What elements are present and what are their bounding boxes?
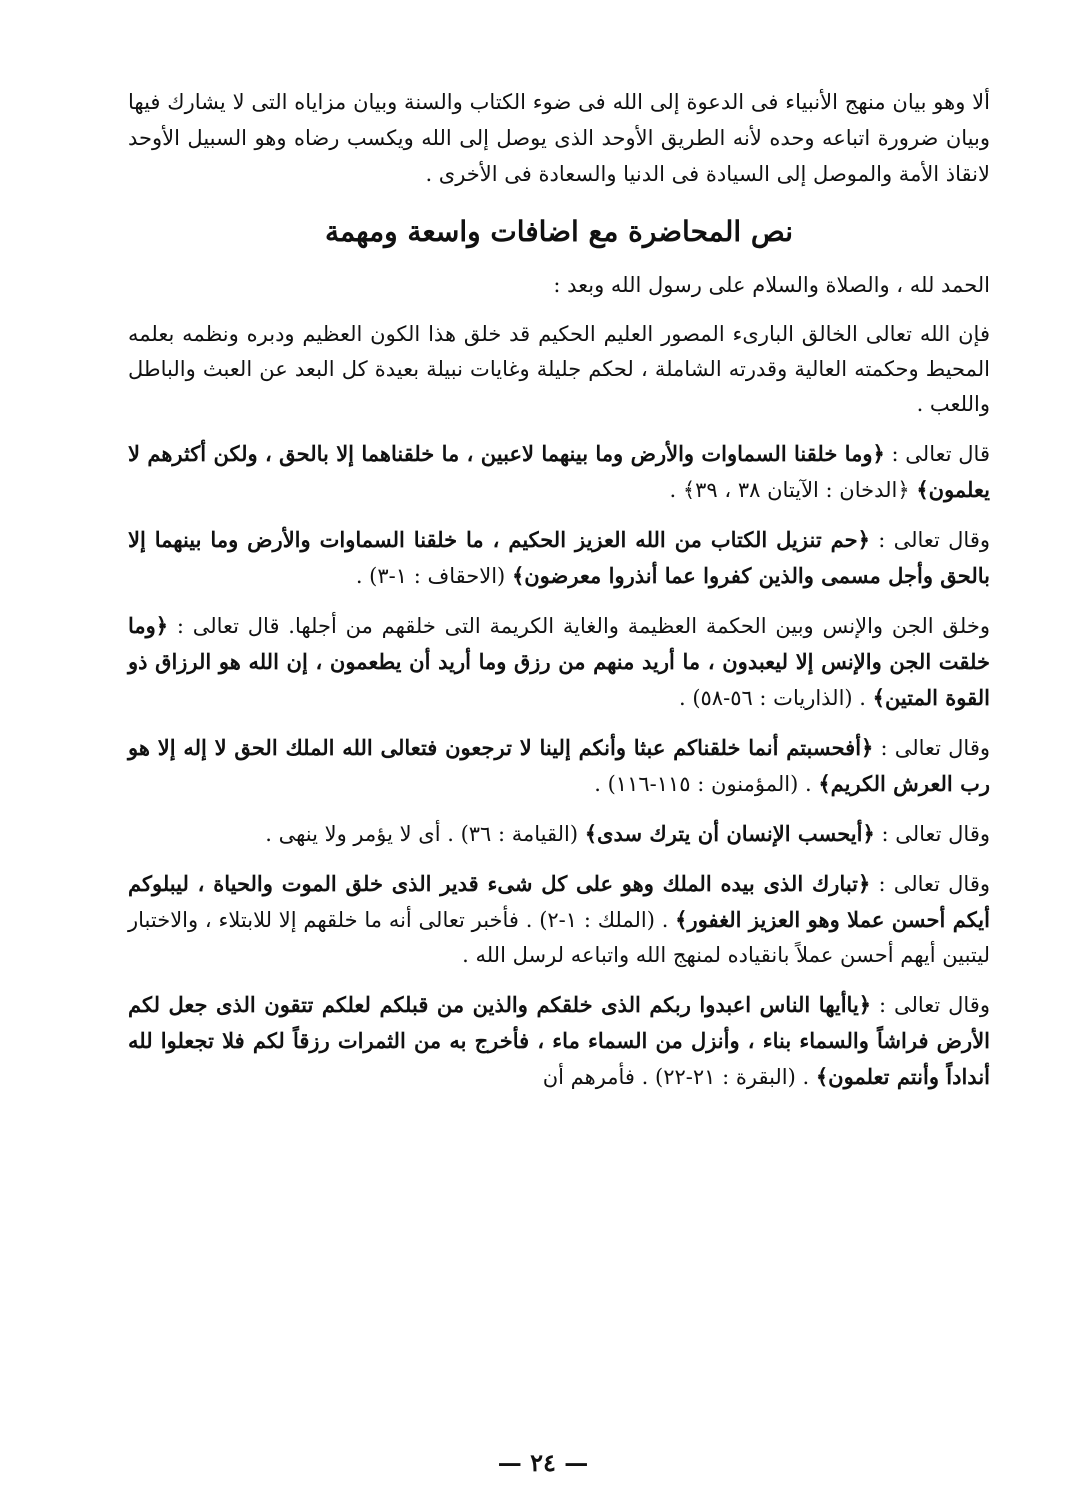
quran-quote: ﴿أفحسبتم أنما خلقناكم عبثا وأنكم إلينا لا ترجعون فتعالى الله الملك الحق لا إله إلا هو رب العرش الكريم﴾ [128,735,990,796]
verse-reference: (الاحقاف : ١-٣) . [355,564,512,588]
paragraph-adh-dhariyat [128,608,990,716]
verse-reference: . (البقرة : ٢١-٢٢) . فأمرهم أن [542,1065,816,1089]
verse-reference: . (المؤمنون : ١١٥-١١٦) . [594,772,819,796]
verse-intro: وقال تعالى : [874,822,990,846]
quran-quote: ﴿وما خلقنا السماوات والأرض وما بينهما لاعبين ، ما خلقناهما إلا بالحق ، ولكن أكثرهم لا يعلمون﴾ [128,441,990,502]
verse-intro: وقال تعالى : [869,528,991,552]
paragraph-al-qiyamah [128,816,990,852]
paragraph-creation: فإن الله تعالى الخالق البارىء المصور العليم الحكيم قد خلق هذا الكون العظيم ودبره ونظمه بعلمه المحيط وحكمته العالية وقدرته الشاملة ، لحكم جليلة وغايات نبيلة بعيدة كل البعد عن العبث والباطل واللعب . [128,322,990,416]
quran-quote: ﴿حم تنزيل الكتاب من الله العزيز الحكيم ، ما خلقنا السماوات والأرض وما بينهما إلا بالحق وأجل مسمى والذين كفروا عما أنذروا معرضون﴾ [128,527,990,588]
quran-quote: ﴿وما خلقت الجن والإنس إلا ليعبدون ، ما أريد منهم من رزق وما أريد أن يطعمون ، إن الله هو الرزاق ذو القوة المتين﴾ [128,613,990,710]
paragraph-ad-dukhan [128,436,990,508]
paragraph-al-mulk [128,866,990,973]
verse-intro: وقال تعالى : [870,872,990,896]
verse-reference: . (الملك : ١-٢) . فأخبر تعالى أنه ما خلقهم إلا للابتلاء ، والاختبار ليتبين أيهم أحسن عملاً بانقياده لمنهج الله واتباعه لرسل الله . [128,908,990,967]
quran-quote: ﴿ياأيها الناس اعبدوا ربكم الذى خلقكم والذين من قبلكم لعلكم تتقون الذى جعل لكم الأرض فراشاً والسماء بناء ، وأنزل من السماء ماء ، فأخرج به من الثمرات رزقاً لكم فلا تجعلوا لله أنداداً وأنتم تعلمون﴾ [128,992,991,1089]
verse-reference: (القيامة : ٣٦) . أى لا يؤمر ولا ينهى . [265,822,585,846]
section-title: نص المحاضرة مع اضافات واسعة ومهمة [324,215,793,248]
verse-intro: وقال تعالى : [871,993,990,1017]
verse-intro: وقال تعالى : [873,736,990,760]
intro-paragraph: ألا وهو بيان منهج الأنبياء فى الدعوة إلى الله فى ضوء الكتاب والسنة وبيان مزاياه التى لا يشارك فيها وبيان ضرورة اتباعه وحده لأنه الطريق الأوحد الذى يوصل إلى الله ويكسب رضاه وهو السبيل الأوحد لانقاذ الأمة والموصل إلى السيادة فى الدنيا والسعادة فى الأخرى . [128,90,990,186]
paragraph-al-muminun [128,730,990,802]
page-number: — ٢٤ — [497,1448,589,1477]
verse-reference: ﴿الدخان : الآيتان ٣٨ ، ٣٩﴾ . [669,478,917,502]
paragraph-al-baqarah [128,987,990,1095]
quran-quote: ﴿أيحسب الإنسان أن يترك سدى﴾ [584,821,875,846]
opening-line: الحمد لله ، والصلاة والسلام على رسول الله وبعد : [553,273,990,297]
verse-intro: وخلق الجن والإنس وبين الحكمة العظيمة والغاية الكريمة التى خلقهم من أجلها. قال تعالى : [168,614,990,638]
paragraph-al-ahqaf [128,522,990,594]
verse-intro: قال تعالى : [884,442,990,466]
quran-quote: ﴿تبارك الذى بيده الملك وهو على كل شىء قدير الذى خلق الموت والحياة ، ليبلوكم أيكم أحسن عملا وهو العزيز الغفور﴾ [128,871,990,932]
verse-reference: . (الذاريات : ٥٦-٥٨) . [678,686,873,710]
